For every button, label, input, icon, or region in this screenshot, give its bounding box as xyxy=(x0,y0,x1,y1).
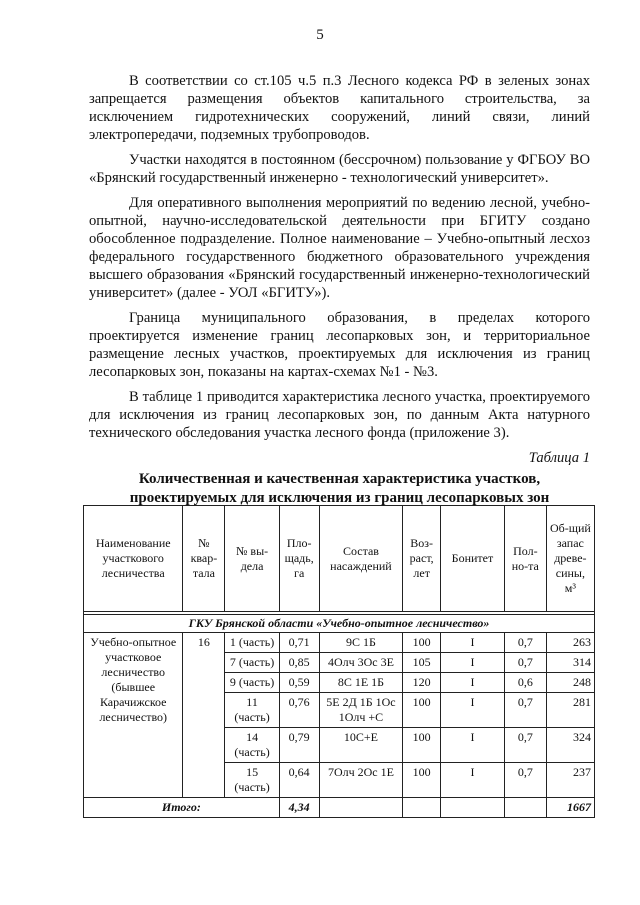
composition-cell: 5Е 2Д 1Б 1Ос 1Олч +С xyxy=(319,693,403,728)
area-cell: 0,79 xyxy=(279,728,319,763)
empty-cell xyxy=(441,798,505,818)
area-cell: 0,76 xyxy=(279,693,319,728)
composition-cell: 4Олч 3Ос 3Е xyxy=(319,653,403,673)
vydel-cell: 15 (часть) xyxy=(225,763,279,798)
paragraph-4: Граница муниципального образования, в пределах которого проектируется изменение границ лесопарковых зон, и территориальное размещение лесных участков, проектируемых для исключения из границ лесопарковых зон, показаны на картах-схемах №1 - №3. xyxy=(89,310,590,380)
vydel-cell: 9 (часть) xyxy=(225,673,279,693)
bonitet-cell: I xyxy=(441,763,505,798)
table-caption: Таблица 1 xyxy=(528,450,590,466)
table-row xyxy=(84,633,595,653)
paragraph-3: Для оперативного выполнения мероприятий по ведению лесной, учебно-опытной, научно-исследовательской деятельности при БГИТУ создано обособленное подразделение. Полное наименование – Учебно-опытный лесхоз федерального государственного бюджетного образовательного учреждения высшего образования «Брянский государственный инженерно-технологический университет» (далее - УОЛ «БГИТУ»). xyxy=(89,195,590,301)
col-header-bonitet: Бонитет xyxy=(441,506,505,612)
volume-cell: 248 xyxy=(546,673,594,693)
volume-cell: 281 xyxy=(546,693,594,728)
composition-cell: 8С 1Е 1Б xyxy=(319,673,403,693)
area-cell: 0,59 xyxy=(279,673,319,693)
area-cell: 0,71 xyxy=(279,633,319,653)
composition-cell: 9С 1Б xyxy=(319,633,403,653)
age-cell: 100 xyxy=(403,728,441,763)
volume-cell: 314 xyxy=(546,653,594,673)
document-body xyxy=(89,72,590,508)
total-volume: 1667 xyxy=(546,798,594,818)
paragraph-1: В соответствии со ст.105 ч.5 п.3 Лесного кодекса РФ в зеленых зонах запрещается размещения объектов капитального строительства, за исключением гидротехнических сооружений, линий связи, линий электропередачи, подземных трубопроводов. xyxy=(89,73,590,143)
col-header-area: Пло-щадь, га xyxy=(279,506,319,612)
bonitet-cell: I xyxy=(441,633,505,653)
col-header-volume: Об-щий запас древе-сины, м³ xyxy=(546,506,594,612)
col-header-forestry: Наименование участкового лесничества xyxy=(84,506,183,612)
density-cell: 0,7 xyxy=(504,633,546,653)
table-container xyxy=(83,505,595,818)
vydel-cell: 1 (часть) xyxy=(225,633,279,653)
area-cell: 0,64 xyxy=(279,763,319,798)
forestry-name-cell: Учебно-опытное участковое лесничество (бывшее Карачижское лесничество) xyxy=(84,633,183,798)
density-cell: 0,6 xyxy=(504,673,546,693)
table-section-row xyxy=(84,615,595,633)
section-title: ГКУ Брянской области «Учебно-опытное лесничество» xyxy=(84,615,595,633)
volume-cell: 237 xyxy=(546,763,594,798)
age-cell: 120 xyxy=(403,673,441,693)
bonitet-cell: I xyxy=(441,653,505,673)
col-header-composition: Состав насаждений xyxy=(319,506,403,612)
composition-cell: 7Олч 2Ос 1Е xyxy=(319,763,403,798)
empty-cell xyxy=(319,798,403,818)
quarter-cell: 16 xyxy=(183,633,225,798)
paragraph-5: В таблице 1 приводится характеристика лесного участка, проектируемого для исключения из границ лесопарковых зон, по данным Акта натурного технического обследования участка лесного фонда (приложение 3). xyxy=(89,389,590,441)
density-cell: 0,7 xyxy=(504,653,546,673)
col-header-quarter: № квар-тала xyxy=(183,506,225,612)
table-total-row xyxy=(84,798,595,818)
density-cell: 0,7 xyxy=(504,693,546,728)
total-label: Итого: xyxy=(84,798,280,818)
volume-cell: 324 xyxy=(546,728,594,763)
bonitet-cell: I xyxy=(441,728,505,763)
density-cell: 0,7 xyxy=(504,728,546,763)
empty-cell xyxy=(504,798,546,818)
area-cell: 0,85 xyxy=(279,653,319,673)
table-title: Количественная и качественная характеристика участков, проектируемых для исключения из границ лесопарковых зон xyxy=(129,471,550,506)
bonitet-cell: I xyxy=(441,673,505,693)
density-cell: 0,7 xyxy=(504,763,546,798)
bonitet-cell: I xyxy=(441,693,505,728)
page-number: 5 xyxy=(316,27,324,43)
empty-cell xyxy=(403,798,441,818)
volume-cell: 263 xyxy=(546,633,594,653)
vydel-cell: 7 (часть) xyxy=(225,653,279,673)
paragraph-2: Участки находятся в постоянном (бессрочном) пользование у ФГБОУ ВО «Брянский государственный инженерно - технологический университет». xyxy=(89,152,590,186)
total-area: 4,34 xyxy=(279,798,319,818)
vydel-cell: 14 (часть) xyxy=(225,728,279,763)
age-cell: 100 xyxy=(403,693,441,728)
age-cell: 100 xyxy=(403,763,441,798)
age-cell: 105 xyxy=(403,653,441,673)
forest-plots-table xyxy=(83,505,595,818)
composition-cell: 10С+Е xyxy=(319,728,403,763)
vydel-cell: 11 (часть) xyxy=(225,693,279,728)
table-header-row xyxy=(84,506,595,612)
col-header-vydel: № вы-дела xyxy=(225,506,279,612)
age-cell: 100 xyxy=(403,633,441,653)
col-header-density: Пол-но-та xyxy=(504,506,546,612)
col-header-age: Воз-раст, лет xyxy=(403,506,441,612)
